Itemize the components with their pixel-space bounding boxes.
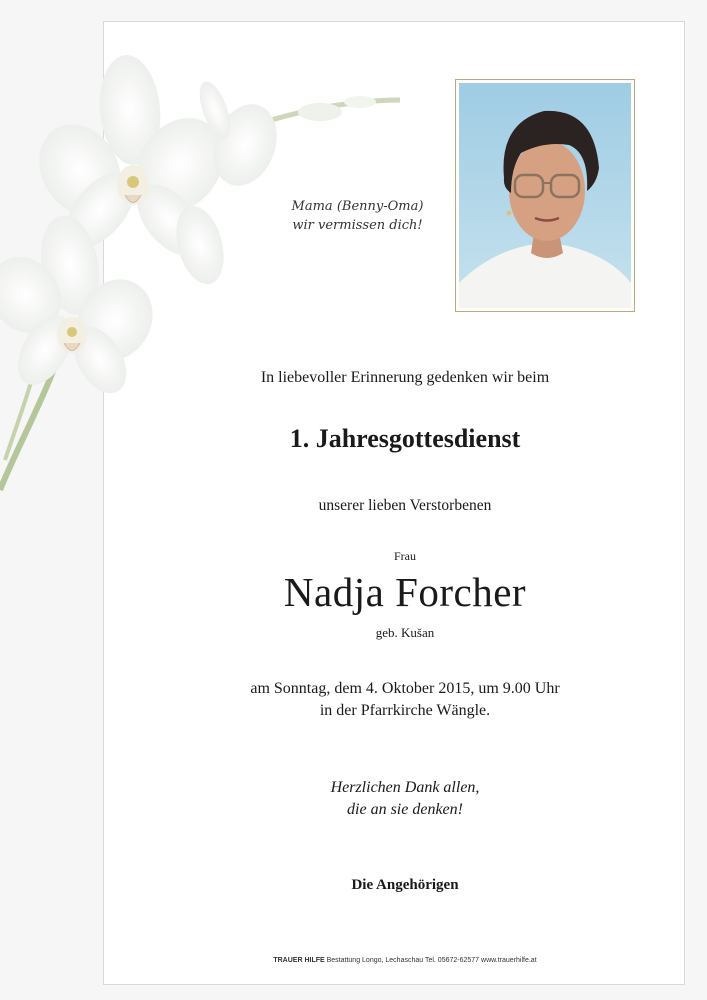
deceased-name: Nadja Forcher bbox=[283, 569, 527, 615]
footer bbox=[103, 957, 707, 964]
verse-line-1: Mama (Benny-Oma) bbox=[291, 199, 424, 214]
place-line: in der Pfarrkirche Wängle. bbox=[319, 702, 491, 719]
birth-name: geb. Kušan bbox=[375, 625, 435, 640]
footer-brand: TRAUER HILFE bbox=[273, 957, 325, 964]
portrait-photo bbox=[459, 83, 631, 308]
thanks-line-1: Herzlichen Dank allen, bbox=[330, 779, 480, 796]
verse-line-2: wir vermissen dich! bbox=[292, 218, 423, 233]
memorial-verse bbox=[250, 197, 465, 235]
portrait-frame bbox=[455, 79, 635, 312]
footer-text: Bestattung Longo, Lechaschau Tel. 05672-62577 www.trauerhilfe.at bbox=[326, 957, 537, 964]
salutation: Frau bbox=[394, 549, 416, 563]
signature: Die Angehörigen bbox=[351, 877, 459, 893]
thanks-message bbox=[103, 777, 707, 821]
date-line: am Sonntag, dem 4. Oktober 2015, um 9.00 Uhr bbox=[250, 680, 560, 697]
subtitle-text: unserer lieben Verstorbenen bbox=[318, 497, 492, 514]
event-title: 1. Jahresgottesdienst bbox=[289, 424, 521, 453]
thanks-line-2: die an sie denken! bbox=[347, 801, 463, 818]
intro-text: In liebevoller Erinnerung gedenken wir beim bbox=[260, 369, 550, 386]
